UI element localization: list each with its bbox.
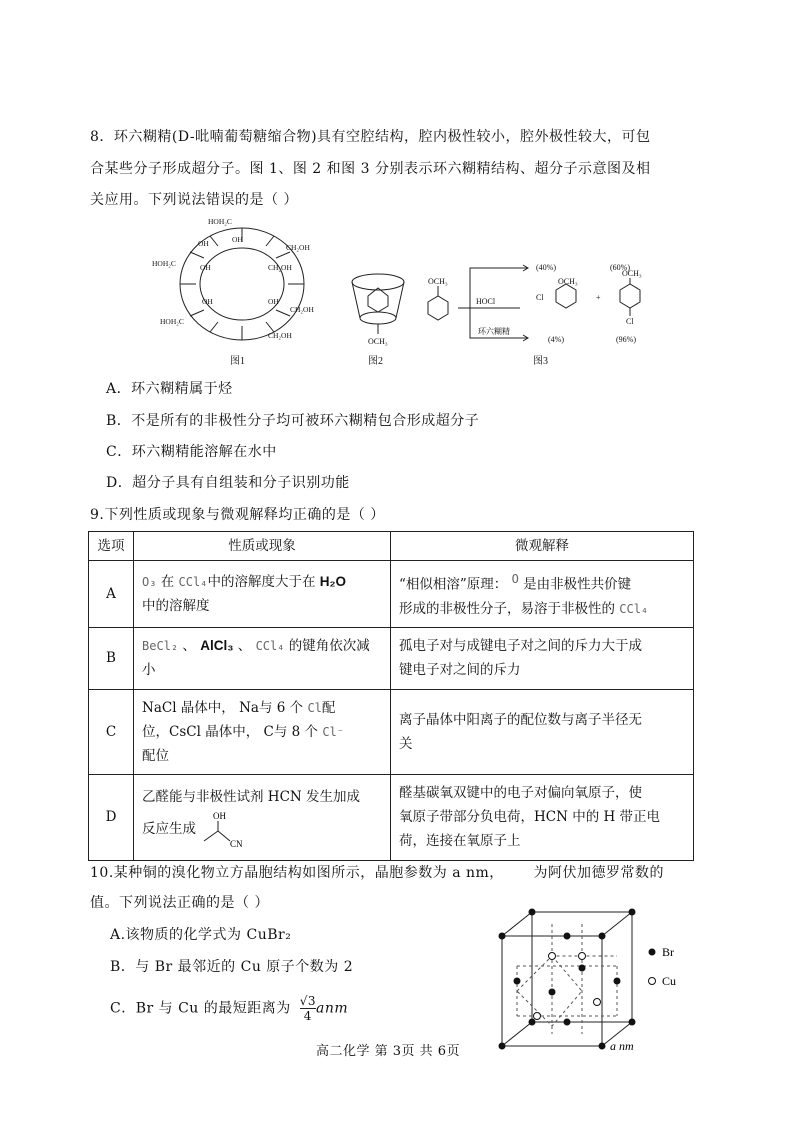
q8-stem-line3: 关应用。下列说法错误的是（ ） (90, 192, 298, 208)
fig1-label: HOH₂C (160, 317, 184, 326)
table-header-row (89, 532, 694, 561)
fig1-caption: 图1 (230, 356, 245, 367)
row-explanation: 孤电子对与成键电子对之间的斥力大于成 键电子对之间的斥力 (391, 627, 694, 689)
fig2-och3-label: OCH₃ (368, 337, 388, 346)
table-row (89, 561, 694, 628)
fig3-pct-ortho-top: (40%) (536, 263, 556, 272)
row-explanation: 醛基碳氧双键中的电子对偏向氧原子，使 氧原子带部分负电荷，HCN 中的 H 带正电 荷，连接在氧原子上 (391, 774, 694, 860)
fig3-cl-ortho: Cl (536, 293, 544, 302)
q9-table (88, 531, 694, 861)
figure-3-reaction (408, 256, 668, 372)
fig3-caption: 图3 (533, 356, 548, 367)
svg-text:OH: OH (213, 811, 227, 821)
fig1-label: CH₂OH (286, 243, 310, 252)
fig1-label: OH (202, 297, 213, 306)
q8-option-d: D．超分子具有自组装和分子识别功能 (106, 475, 350, 491)
table-header: 选项 (89, 532, 134, 561)
fig2-caption: 图2 (368, 356, 383, 367)
fig3-reagent: HOCl (476, 297, 496, 306)
fig1-label: OH (198, 239, 209, 248)
row-explanation: 离子晶体中阳离子的配位数与离子半径无 关 (391, 689, 694, 774)
row-property: BeCl₂ 、 AlCl₃ 、 CCl₄ 的键角依次减 小 (134, 627, 391, 689)
fig3-cl-para: Cl (626, 317, 634, 326)
row-explanation: “相似相溶”原理： $^O$ 是由非极性共价键 形成的非极性分子，易溶于非极性的 CCl₄ (391, 561, 694, 628)
fig3-pct-ortho-bottom: (4%) (548, 335, 564, 344)
svg-text:CN: CN (230, 839, 243, 849)
table-header: 性质或现象 (134, 532, 391, 561)
page-footer: 高二化学 第 3页 共 6页 (316, 1044, 461, 1059)
q10-option-a: A.该物质的化学式为 CuBr₂ (110, 927, 292, 943)
row-label: C (89, 689, 134, 774)
row-label: A (89, 561, 134, 628)
fig3-plus: + (596, 293, 601, 302)
fig1-label: CH₂OH (290, 305, 314, 314)
fig3-och3-para: OCH₃ (622, 269, 642, 278)
q8-stem-line1: 8．环六糊精(D-吡喃葡萄糖缩合物)具有空腔结构，腔内极性较小，腔外极性较大，可包 (90, 129, 651, 145)
fig1-label: OH (200, 263, 211, 272)
edge-length-label: a nm (610, 1039, 634, 1053)
fig1-label: CH₂OH (268, 263, 292, 272)
table-header: 微观解释 (391, 532, 694, 561)
fig3-catalyst: 环六糊精 (478, 327, 510, 336)
q10-stem-line2: 值。下列说法正确的是（ ） (90, 895, 269, 911)
q10-stem-line1: 10.某种铜的溴化物立方晶胞结构如图所示，晶胞参数为 a nm， 为阿伏加德罗常数的 (90, 865, 665, 881)
legend-br-label: Br (662, 945, 674, 959)
fig1-label: HOH₂C (152, 259, 176, 268)
q8-stem-line2: 合某些分子形成超分子。图 1、图 2 和图 3 分别表示环六糊精结构、超分子示意图及相 (90, 161, 651, 177)
legend-br-marker (649, 949, 656, 956)
figure-1-cyclodextrin (150, 212, 330, 372)
row-label: D (89, 774, 134, 860)
fig3-pct-para-top: (60%) (610, 263, 630, 272)
cyanohydrin-structure (200, 809, 250, 849)
row-property: NaCl 晶体中， Na与 6 个 Cl配 位，CsCl 晶体中， C与 8 个 Cl⁻ 配位 (134, 689, 391, 774)
fig1-label: OH (268, 297, 279, 306)
row-property: O₃ 在 CCl₄中的溶解度大于在 H₂O 中的溶解度 (134, 561, 391, 628)
q10-option-b: B．与 Br 最邻近的 Cu 原子个数为 2 (110, 959, 354, 975)
legend-cu-label: Cu (662, 974, 677, 988)
table-row (89, 689, 694, 774)
fig1-label: HOH₂C (208, 217, 232, 226)
q8-option-a: A．环六糊精属于烃 (106, 381, 233, 397)
crystal-cell-diagram (492, 906, 692, 1056)
table-row (89, 627, 694, 689)
q8-option-c: C．环六糊精能溶解在水中 (106, 444, 277, 460)
legend-cu-marker (649, 978, 656, 985)
row-label: B (89, 627, 134, 689)
q10-option-c: C．Br 与 Cu 的最短距离为 $\frac{√3}{4}$ anm (110, 994, 349, 1023)
fig3-och3-ortho: OCH₃ (558, 277, 578, 286)
fig1-label: CH₂OH (268, 331, 292, 340)
fig1-label: OH (232, 235, 243, 244)
row-property: 乙醛能与非极性试剂 HCN 发生加成 反应生成 OH CN (134, 774, 391, 860)
q9-stem: 9.下列性质或现象与微观解释均正确的是（ ） (90, 507, 385, 523)
q8-option-b: B．不是所有的非极性分子均可被环六糊精包合形成超分子 (106, 413, 480, 429)
table-row (89, 774, 694, 860)
fig3-och3: OCH₃ (428, 277, 448, 286)
fig3-pct-para-bottom: (96%) (616, 335, 636, 344)
